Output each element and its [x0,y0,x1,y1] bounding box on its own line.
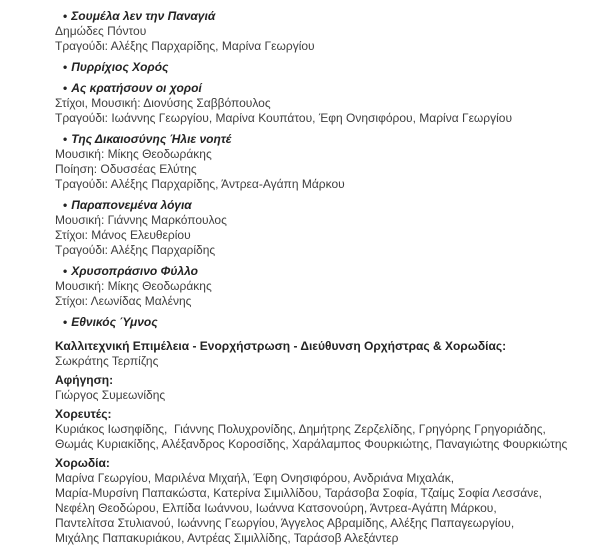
credits-heading: Χορωδία: [55,456,110,470]
credits-line: Μιχάλης Παπακυριάκου, Αντρέας Σιμιλλίδης, Ταράσοβ Αλεξάντερ [55,531,399,545]
song-title [63,132,580,147]
song-title [63,9,580,24]
song-title-text: Χρυσοπράσινο Φύλλο [71,264,199,278]
credits-line: Γιώργος Συμεωνίδης [55,388,166,402]
song-title-text: Παραπονεμένα λόγια [71,198,192,212]
song-item [55,60,580,75]
bullet-icon: • [63,60,68,74]
song-item [55,132,580,192]
bullet-icon: • [63,198,68,212]
credits-block-choir [55,456,580,545]
song-detail-line: Μουσική: Μίκης Θεοδωράκης [55,147,212,161]
bullet-icon: • [63,315,68,329]
credits-heading: Καλλιτεχνική Επιμέλεια - Ενορχήστρωση - Διεύθυνση Ορχήστρας & Χορωδίας: [55,339,507,353]
song-detail-line: Τραγούδι: Αλέξης Παρχαρίδης, Μαρίνα Γεωργίου [55,39,315,53]
song-title [63,81,580,96]
bullet-icon: • [63,264,68,278]
song-detail-line: Τραγούδι: Αλέξης Παρχαρίδης, Άντρεα-Αγάπη Μάρκου [55,177,345,191]
credits-line: Σωκράτης Τερπίζης [55,354,159,368]
song-detail-line: Τραγούδι: Αλέξης Παρχαρίδης [55,243,216,257]
credits-line: Νεφέλη Θεοδώρου, Ελπίδα Ιωάννου, Ιωάννα Κατσονούρη, Άντρεα-Αγάπη Μάρκου, [55,501,497,515]
bullet-icon: • [63,132,68,146]
bullet-icon: • [63,81,68,95]
bullet-icon: • [63,9,68,23]
credits-block-artistic-direction [55,339,580,369]
song-item [55,315,580,330]
credits-line: Παντελίτσα Στυλιανού, Ιωάννης Γεωργίου, Άγγελος Αβραμίδης, Αλέξης Παπαγεωργίου, [55,516,515,530]
credits-heading: Χορευτές: [55,407,112,421]
song-detail-line: Τραγούδι: Ιωάννης Γεωργίου, Μαρίνα Κουπάτου, Έφη Ονησιφόρου, Μαρίνα Γεωργίου [55,111,513,125]
credits-line: Μαρίνα Γεωργίου, Μαριλένα Μιχαήλ, Έφη Ονησιφόρου, Ανδριάνα Μιχαλάκ, [55,471,455,485]
song-item [55,198,580,258]
song-title [63,315,580,330]
song-title [63,264,580,279]
song-title-text: Ας κρατήσουν οι χοροί [71,81,202,95]
song-item [55,9,580,54]
song-title-text: Σουμέλα λεν την Παναγιά [71,9,216,23]
song-title [63,60,580,75]
song-detail-line: Δημώδες Πόντου [55,24,147,38]
song-item [55,264,580,309]
credits-line: Μαρία-Μυρσίνη Παπακώστα, Κατερίνα Σιμιλλίδου, Ταράσοβα Σοφία, Τζαίμς Σοφία Λεσσάνε, [55,486,542,500]
credits-block-narration [55,373,580,403]
song-item [55,81,580,126]
credits-line: Κυριάκος Ιωσηφίδης, Γιάννης Πολυχρονίδης, Δημήτρης Ζερζελίδης, Γρηγόρης Γρηγοριάδης, [55,422,546,436]
song-title [63,198,580,213]
song-detail-line: Στίχοι, Μουσική: Διονύσης Σαββόπουλος [55,96,271,110]
song-detail-line: Στίχοι: Λεωνίδας Μαλένης [55,294,192,308]
credits-line: Θωμάς Κυριακίδης, Αλέξανδρος Κοροσίδης, Χαράλαμπος Φουρκιώτης, Παναγιώτης Φουρκιώτης [55,437,568,451]
song-detail-line: Ποίηση: Οδυσσέας Ελύτης [55,162,197,176]
song-title-text: Της Δικαιοσύνης Ήλιε νοητέ [71,132,232,146]
song-title-text: Εθνικός Ύμνος [71,315,158,329]
song-detail-line: Μουσική: Γιάννης Μαρκόπουλος [55,213,227,227]
credits-heading: Αφήγηση: [55,373,114,387]
song-detail-line: Στίχοι: Μάνος Ελευθερίου [55,228,191,242]
song-title-text: Πυρρίχιος Χορός [71,60,169,74]
song-detail-line: Μουσική: Μίκης Θεοδωράκης [55,279,212,293]
credits-block-dancers [55,407,580,452]
